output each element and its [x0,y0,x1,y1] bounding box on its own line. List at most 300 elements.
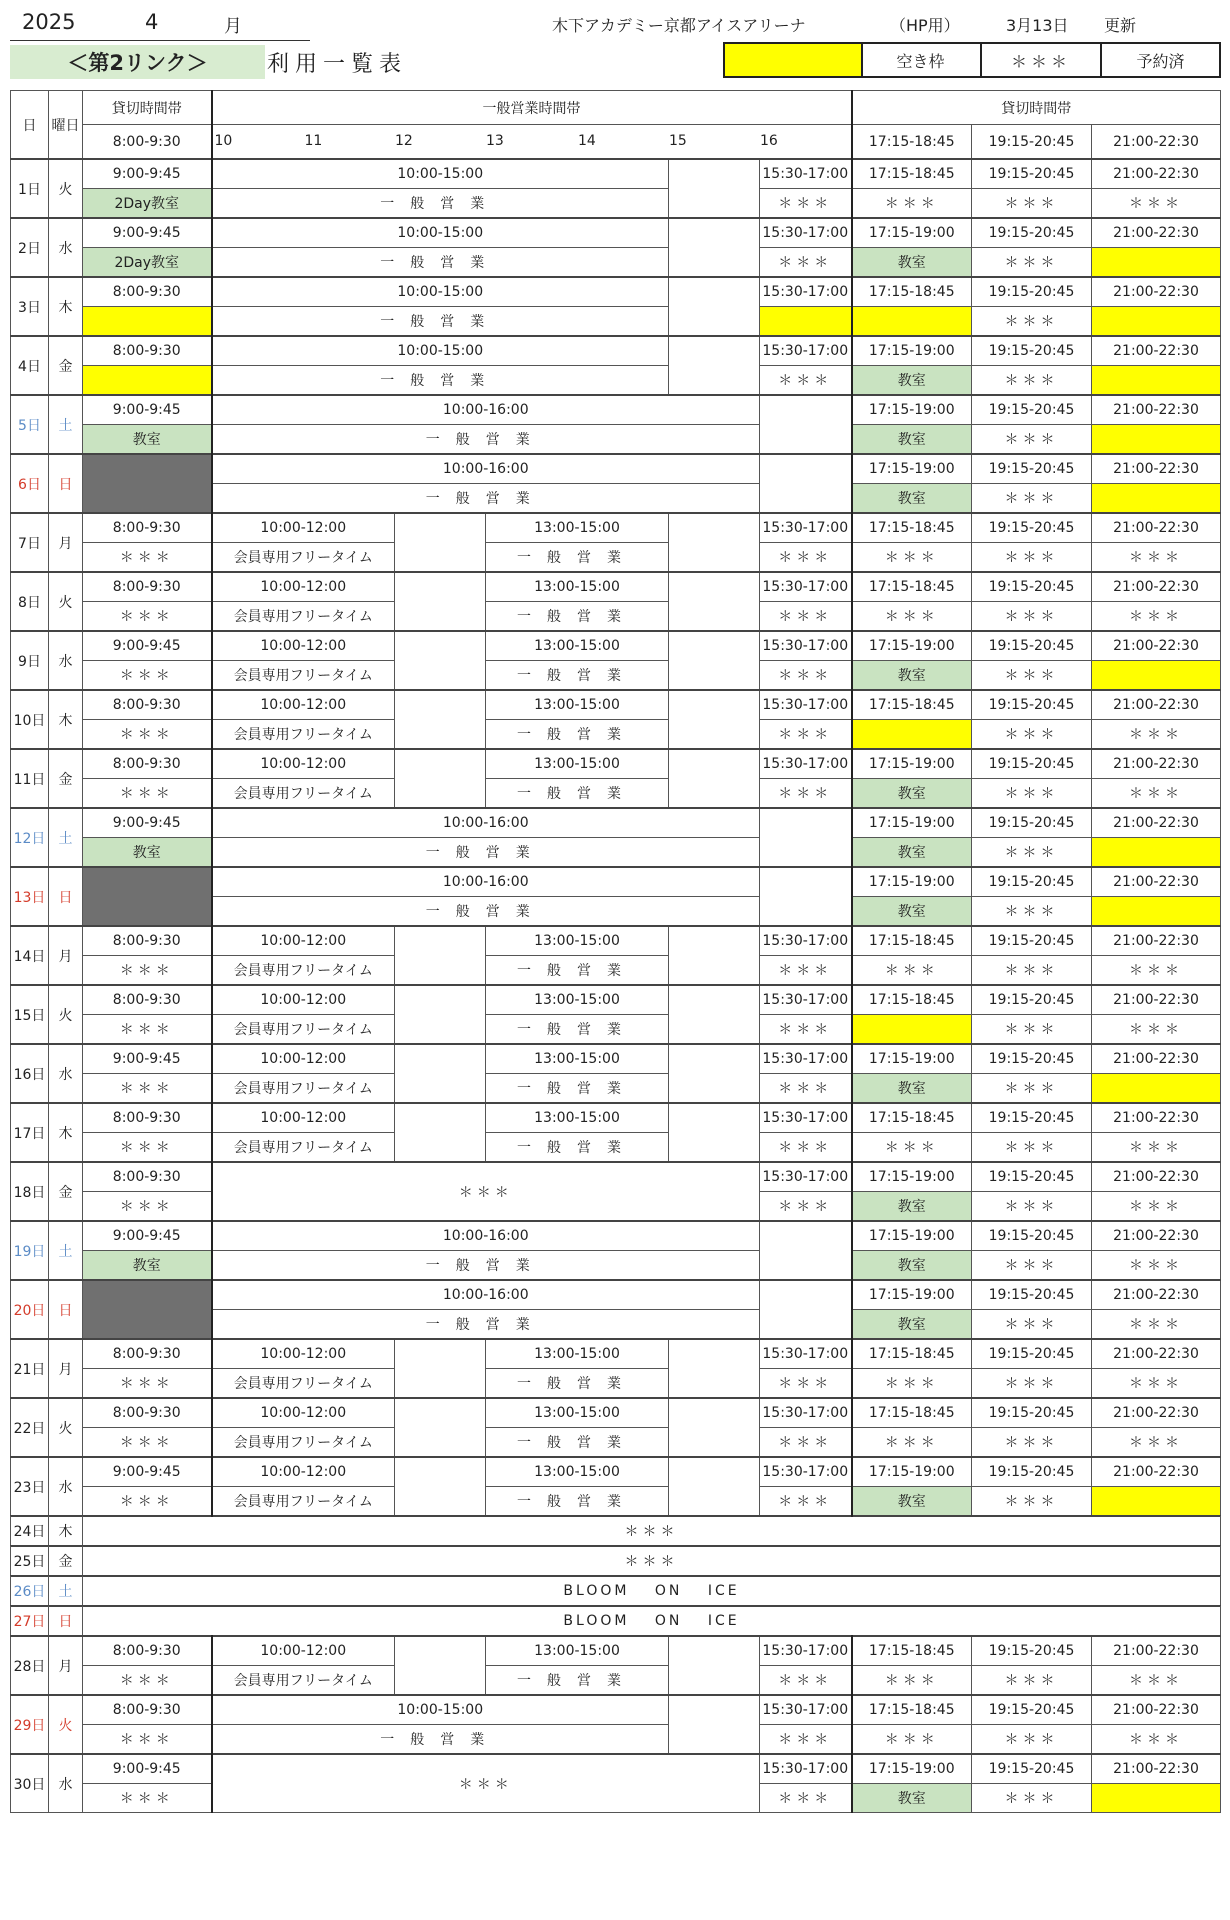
evening-slot-1-status: 教室 [852,1784,972,1813]
early-slot-time: 9:00-9:45 [83,1044,212,1074]
weekday: 水 [49,1457,83,1516]
late-slot-time: 15:30-17:00 [760,1044,852,1074]
general-session-label: 一般営業 [486,1666,669,1696]
member-session-label: 会員専用フリータイム [212,543,395,573]
evening-slot-3-time: 21:00-22:30 [1092,690,1221,720]
gap-cell [395,572,486,631]
day-number: 13日 [11,867,49,926]
early-slot-status: ＊＊＊ [83,1192,212,1222]
gap-cell [669,985,760,1044]
general-session-time: 10:00-15:00 [212,159,669,189]
late-slot-status: ＊＊＊ [760,956,852,986]
day-number: 25日 [11,1546,49,1576]
weekday: 月 [49,513,83,572]
gap-cell [395,690,486,749]
general-session-time: 13:00-15:00 [486,1398,669,1428]
evening-slot-1-status: ＊＊＊ [852,602,972,632]
evening-slot-2-time: 19:15-20:45 [972,159,1092,189]
general-session-time: 10:00-15:00 [212,277,669,307]
late-slot-time: 15:30-17:00 [760,159,852,189]
member-session-label: 会員専用フリータイム [212,1369,395,1399]
general-session-label: 一般営業 [486,1369,669,1399]
weekday: 金 [49,1546,83,1576]
evening-slot-2-time: 19:15-20:45 [972,1044,1092,1074]
day-row-detail [11,956,1221,986]
day-row-detail [11,425,1221,455]
evening-slot-3-time: 21:00-22:30 [1092,159,1221,189]
late-slot-time: 15:30-17:00 [760,1754,852,1784]
header-day: 日 [11,91,49,160]
evening-slot-1-time: 17:15-19:00 [852,1754,972,1784]
general-session-label: 一般営業 [486,720,669,750]
tick-10: 10 [214,133,233,149]
weekday: 日 [49,867,83,926]
early-slot-status: ＊＊＊ [83,661,212,691]
early-slot-time: 9:00-9:45 [83,159,212,189]
late-slot-time: 15:30-17:00 [760,1636,852,1666]
early-slot-status [83,366,212,396]
late-slot-status: ＊＊＊ [760,1133,852,1163]
member-session-label: 会員専用フリータイム [212,1074,395,1104]
day-row [11,572,1221,602]
day-row [11,1754,1221,1784]
general-session-unavailable: ＊＊＊ [212,1162,760,1221]
evening-slot-3-time: 21:00-22:30 [1092,1398,1221,1428]
day-row-detail [11,779,1221,809]
general-session-label: 一般営業 [212,838,760,868]
day-number: 6日 [11,454,49,513]
general-session-label: 一般営業 [486,1015,669,1045]
early-slot-time: 8:00-9:30 [83,1339,212,1369]
evening-slot-1-time: 17:15-18:45 [852,277,972,307]
evening-slot-3-status [1092,897,1221,927]
general-session-time: 10:00-15:00 [212,1695,669,1725]
general-session-time: 10:00-16:00 [212,808,760,838]
evening-slot-3-time: 21:00-22:30 [1092,1044,1221,1074]
early-slot-status: ＊＊＊ [83,1666,212,1696]
late-slot-status: ＊＊＊ [760,543,852,573]
gap-cell [669,336,760,395]
evening-slot-3-status: ＊＊＊ [1092,543,1221,573]
header-ticks-e [760,125,852,160]
evening-slot-1-status: 教室 [852,425,972,455]
gap-cell [669,1398,760,1457]
evening-slot-1-time: 17:15-19:00 [852,1162,972,1192]
early-slot-time: 9:00-9:45 [83,1754,212,1784]
weekday: 金 [49,336,83,395]
evening-slot-2-status: ＊＊＊ [972,307,1092,337]
day-row [11,1457,1221,1487]
day-number: 3日 [11,277,49,336]
day-row-detail [11,248,1221,278]
header-ticks-c [486,125,669,160]
evening-slot-1-time: 17:15-19:00 [852,1280,972,1310]
general-session-label: 一般営業 [212,1725,669,1755]
day-number: 15日 [11,985,49,1044]
gap-cell [760,454,852,513]
late-slot-time: 15:30-17:00 [760,749,852,779]
weekday: 土 [49,1576,83,1606]
member-session-time: 10:00-12:00 [212,572,395,602]
day-number: 22日 [11,1398,49,1457]
member-session-time: 10:00-12:00 [212,631,395,661]
gap-cell [669,1457,760,1516]
evening-slot-3-time: 21:00-22:30 [1092,1695,1221,1725]
evening-slot-2-time: 19:15-20:45 [972,808,1092,838]
day-number: 21日 [11,1339,49,1398]
evening-slot-2-time: 19:15-20:45 [972,631,1092,661]
evening-slot-2-status: ＊＊＊ [972,1666,1092,1696]
late-slot-status: ＊＊＊ [760,1666,852,1696]
late-slot-status: ＊＊＊ [760,1725,852,1755]
gap-cell [395,513,486,572]
early-slot-time: 8:00-9:30 [83,572,212,602]
evening-slot-3-time: 21:00-22:30 [1092,395,1221,425]
evening-slot-2-status: ＊＊＊ [972,1133,1092,1163]
day-number: 7日 [11,513,49,572]
evening-slot-1-time: 17:15-19:00 [852,336,972,366]
day-number: 23日 [11,1457,49,1516]
evening-slot-2-status: ＊＊＊ [972,1725,1092,1755]
full-day-event: BLOOM ON ICE [83,1606,1221,1636]
evening-slot-3-status: ＊＊＊ [1092,1369,1221,1399]
full-day-event: BLOOM ON ICE [83,1576,1221,1606]
late-slot-time: 15:30-17:00 [760,926,852,956]
day-row [11,1398,1221,1428]
general-session-label: 一般営業 [212,1251,760,1281]
gap-cell [669,926,760,985]
evening-slot-2-time: 19:15-20:45 [972,572,1092,602]
schedule-table [10,90,1221,1813]
evening-slot-2-status: ＊＊＊ [972,779,1092,809]
gap-cell [395,985,486,1044]
gap-cell [395,1103,486,1162]
evening-slot-1-status: 教室 [852,1074,972,1104]
evening-slot-3-time: 21:00-22:30 [1092,1754,1221,1784]
evening-slot-3-time: 21:00-22:30 [1092,513,1221,543]
hp-label: （HP用） [890,16,960,35]
general-session-time: 10:00-16:00 [212,867,760,897]
evening-slot-2-status: ＊＊＊ [972,1251,1092,1281]
evening-slot-2-time: 19:15-20:45 [972,867,1092,897]
gap-cell [395,1398,486,1457]
gap-cell [395,749,486,808]
evening-slot-1-status: ＊＊＊ [852,1369,972,1399]
gap-cell [669,513,760,572]
general-session-time: 13:00-15:00 [486,572,669,602]
day-row [11,749,1221,779]
day-number: 10日 [11,690,49,749]
day-row [11,218,1221,248]
full-day-event: ＊＊＊ [83,1516,1221,1546]
day-row [11,690,1221,720]
evening-slot-1-time: 17:15-18:45 [852,690,972,720]
early-slot-time: 8:00-9:30 [83,336,212,366]
evening-slot-1-time: 17:15-18:45 [852,1695,972,1725]
evening-slot-2-time: 19:15-20:45 [972,277,1092,307]
evening-slot-3-status: ＊＊＊ [1092,1133,1221,1163]
general-session-label: 一般営業 [212,1310,760,1340]
weekday: 日 [49,454,83,513]
day-number: 16日 [11,1044,49,1103]
evening-slot-1-time: 17:15-19:00 [852,749,972,779]
member-session-time: 10:00-12:00 [212,1044,395,1074]
weekday: 火 [49,1398,83,1457]
evening-slot-1-status: 教室 [852,1487,972,1517]
late-slot-status: ＊＊＊ [760,1428,852,1458]
day-number: 20日 [11,1280,49,1339]
general-session-time: 13:00-15:00 [486,513,669,543]
tick-13: 13 [486,133,504,149]
member-session-time: 10:00-12:00 [212,690,395,720]
day-row-detail [11,1133,1221,1163]
evening-slot-1-time: 17:15-19:00 [852,1457,972,1487]
evening-slot-2-time: 19:15-20:45 [972,985,1092,1015]
late-slot-time: 15:30-17:00 [760,1695,852,1725]
member-session-time: 10:00-12:00 [212,749,395,779]
day-number: 29日 [11,1695,49,1754]
early-slot-status: ＊＊＊ [83,779,212,809]
evening-slot-1-status: 教室 [852,661,972,691]
weekday: 火 [49,1695,83,1754]
day-row-detail [11,1487,1221,1517]
evening-slot-2-status: ＊＊＊ [972,1192,1092,1222]
evening-slot-3-time: 21:00-22:30 [1092,1162,1221,1192]
late-slot-time: 15:30-17:00 [760,277,852,307]
day-row [11,926,1221,956]
evening-slot-1-time: 17:15-18:45 [852,1339,972,1369]
general-session-time: 10:00-16:00 [212,454,760,484]
gap-cell [669,749,760,808]
general-session-time: 10:00-15:00 [212,218,669,248]
member-session-label: 会員専用フリータイム [212,956,395,986]
evening-slot-1-status: ＊＊＊ [852,543,972,573]
evening-slot-3-time: 21:00-22:30 [1092,1457,1221,1487]
general-session-label: 一般営業 [212,484,760,514]
evening-slot-1-time: 17:15-18:45 [852,1103,972,1133]
legend-reserved-label: 予約済 [1102,42,1221,78]
evening-slot-1-status: 教室 [852,897,972,927]
general-session-time: 13:00-15:00 [486,631,669,661]
header-ticks-b [395,125,486,160]
late-slot-status: ＊＊＊ [760,602,852,632]
general-session-time: 13:00-15:00 [486,1103,669,1133]
day-number: 12日 [11,808,49,867]
evening-slot-2-status: ＊＊＊ [972,366,1092,396]
evening-slot-2-time: 19:15-20:45 [972,1754,1092,1784]
weekday: 火 [49,159,83,218]
late-slot-status [760,307,852,337]
evening-slot-3-status: ＊＊＊ [1092,1666,1221,1696]
day-row [11,454,1221,484]
late-slot-status: ＊＊＊ [760,661,852,691]
evening-slot-2-status: ＊＊＊ [972,425,1092,455]
evening-slot-3-status [1092,1487,1221,1517]
day-number: 14日 [11,926,49,985]
day-number: 28日 [11,1636,49,1695]
evening-slot-3-status: ＊＊＊ [1092,779,1221,809]
weekday: 月 [49,926,83,985]
early-slot-time: 8:00-9:30 [83,690,212,720]
early-slot-time: 9:00-9:45 [83,395,212,425]
evening-slot-1-status: 教室 [852,248,972,278]
weekday: 水 [49,218,83,277]
evening-slot-1-status: 教室 [852,366,972,396]
general-session-time: 10:00-16:00 [212,1221,760,1251]
header-ticks-a [212,125,395,160]
general-session-label: 一般営業 [212,897,760,927]
schedule-body [11,159,1221,1813]
evening-slot-1-status: 教室 [852,1251,972,1281]
evening-slot-1-time: 17:15-18:45 [852,159,972,189]
early-slot-status: ＊＊＊ [83,1784,212,1813]
evening-slot-3-status [1092,838,1221,868]
day-number: 9日 [11,631,49,690]
weekday: 土 [49,1221,83,1280]
gap-cell [669,218,760,277]
early-slot-status: ＊＊＊ [83,543,212,573]
weekday: 月 [49,1636,83,1695]
late-slot-time: 15:30-17:00 [760,1339,852,1369]
evening-slot-1-status: 教室 [852,779,972,809]
early-slot-status: ＊＊＊ [83,1133,212,1163]
early-slot-status [83,307,212,337]
general-session-label: 一般営業 [486,1428,669,1458]
late-slot-status: ＊＊＊ [760,1487,852,1517]
evening-slot-3-time: 21:00-22:30 [1092,1103,1221,1133]
evening-slot-3-status [1092,1074,1221,1104]
tick-11: 11 [304,133,323,149]
member-session-label: 会員専用フリータイム [212,1428,395,1458]
member-session-time: 10:00-12:00 [212,926,395,956]
day-number: 30日 [11,1754,49,1813]
member-session-time: 10:00-12:00 [212,985,395,1015]
day-number: 5日 [11,395,49,454]
evening-slot-3-status: ＊＊＊ [1092,720,1221,750]
arena-name: 木下アカデミー京都アイスアリーナ [552,16,806,35]
gap-cell [395,1457,486,1516]
evening-slot-1-time: 17:15-19:00 [852,454,972,484]
early-slot-status: 教室 [83,425,212,455]
evening-slot-1-status [852,307,972,337]
evening-slot-1-status [852,1015,972,1045]
general-session-label: 一般営業 [486,1133,669,1163]
gap-cell [669,159,760,218]
evening-slot-1-status: 教室 [852,1192,972,1222]
general-session-time: 13:00-15:00 [486,749,669,779]
evening-slot-1-status: 教室 [852,1310,972,1340]
evening-slot-2-status: ＊＊＊ [972,956,1092,986]
member-session-label: 会員専用フリータイム [212,602,395,632]
gap-cell [669,277,760,336]
gap-cell [669,1695,760,1754]
evening-slot-1-time: 17:15-18:45 [852,1636,972,1666]
general-session-time: 13:00-15:00 [486,1457,669,1487]
day-row [11,1695,1221,1725]
gap-cell [395,631,486,690]
evening-slot-2-status: ＊＊＊ [972,1074,1092,1104]
day-row-detail [11,189,1221,219]
day-row-detail [11,1369,1221,1399]
early-slot-status: ＊＊＊ [83,602,212,632]
member-session-label: 会員専用フリータイム [212,661,395,691]
day-row [11,395,1221,425]
header-early-slot: 8:00-9:30 [83,125,212,160]
late-slot-status: ＊＊＊ [760,1369,852,1399]
header-ticks-d [669,125,760,160]
early-slot-closed [83,867,212,926]
evening-slot-2-time: 19:15-20:45 [972,454,1092,484]
general-session-time: 10:00-16:00 [212,1280,760,1310]
day-row [11,1636,1221,1666]
late-slot-status: ＊＊＊ [760,1192,852,1222]
evening-slot-2-time: 19:15-20:45 [972,513,1092,543]
evening-slot-3-time: 21:00-22:30 [1092,218,1221,248]
header-weekday: 曜日 [49,91,83,160]
evening-slot-3-status [1092,425,1221,455]
gap-cell [395,1636,486,1695]
member-session-label: 会員専用フリータイム [212,1015,395,1045]
evening-slot-3-time: 21:00-22:30 [1092,454,1221,484]
evening-slot-1-time: 17:15-19:00 [852,1221,972,1251]
member-session-time: 10:00-12:00 [212,1398,395,1428]
evening-slot-3-status: ＊＊＊ [1092,1725,1221,1755]
day-row [11,1221,1221,1251]
updated-date: 3月13日 [1006,16,1069,35]
gap-cell [395,926,486,985]
early-slot-time: 8:00-9:30 [83,926,212,956]
general-session-time: 10:00-15:00 [212,336,669,366]
day-row-detail [11,1015,1221,1045]
member-session-time: 10:00-12:00 [212,1103,395,1133]
day-number: 1日 [11,159,49,218]
day-row-detail [11,1074,1221,1104]
evening-slot-2-time: 19:15-20:45 [972,1695,1092,1725]
evening-slot-1-time: 17:15-19:00 [852,867,972,897]
evening-slot-3-time: 21:00-22:30 [1092,336,1221,366]
day-number: 2日 [11,218,49,277]
evening-slot-2-status: ＊＊＊ [972,1310,1092,1340]
evening-slot-3-status [1092,484,1221,514]
general-session-label: 一般営業 [212,189,669,219]
late-slot-time: 15:30-17:00 [760,218,852,248]
day-number: 24日 [11,1516,49,1546]
weekday: 水 [49,1754,83,1813]
weekday: 水 [49,1044,83,1103]
evening-slot-2-status: ＊＊＊ [972,1487,1092,1517]
weekday: 木 [49,1103,83,1162]
early-slot-status: ＊＊＊ [83,956,212,986]
general-session-label: 一般営業 [212,248,669,278]
evening-slot-1-status: ＊＊＊ [852,189,972,219]
early-slot-status: ＊＊＊ [83,1487,212,1517]
early-slot-time: 8:00-9:30 [83,1636,212,1666]
general-session-label: 一般営業 [486,779,669,809]
evening-slot-1-time: 17:15-18:45 [852,513,972,543]
evening-slot-1-status: ＊＊＊ [852,956,972,986]
rink-name: ＜第2リンク＞ [10,45,265,79]
member-session-time: 10:00-12:00 [212,1457,395,1487]
evening-slot-3-time: 21:00-22:30 [1092,749,1221,779]
day-row-detail [11,307,1221,337]
late-slot-time: 15:30-17:00 [760,513,852,543]
evening-slot-2-time: 19:15-20:45 [972,218,1092,248]
general-session-time: 13:00-15:00 [486,690,669,720]
day-row-detail [11,602,1221,632]
day-row-detail [11,838,1221,868]
day-number: 8日 [11,572,49,631]
weekday: 土 [49,395,83,454]
